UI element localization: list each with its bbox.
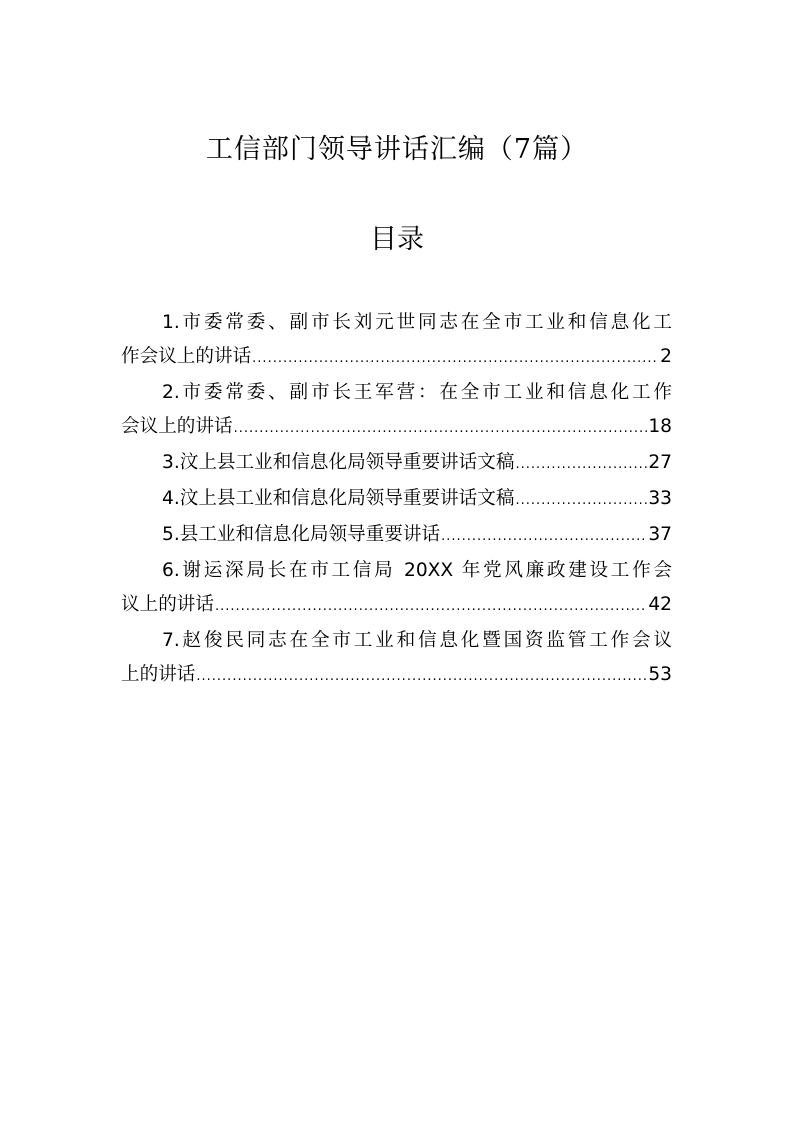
toc-entry-2[interactable] xyxy=(121,376,672,446)
toc-leader-dots xyxy=(215,590,647,624)
toc-entry-title-line: 1.市委常委、副市长刘元世同志在全市工业和信息化工 xyxy=(162,312,672,333)
toc-entry-7[interactable] xyxy=(121,624,672,694)
toc-entry-last-line xyxy=(121,518,672,554)
toc-entry-1[interactable] xyxy=(121,306,672,376)
toc-page-number: 27 xyxy=(648,452,672,473)
toc-entry-title: 3.汶上县工业和信息化局领导重要讲话文稿 xyxy=(162,452,515,473)
toc-entry-last-line xyxy=(121,658,672,694)
toc-entry-title: 4.汶上县工业和信息化局领导重要讲话文稿 xyxy=(162,488,515,509)
toc-entry-title-end: 会议上的讲话 xyxy=(121,416,233,437)
toc-leader-dots xyxy=(252,342,659,376)
toc-entry-title-line: 6.谢运深局长在市工信局 20XX 年党风廉政建设工作会 xyxy=(162,560,672,581)
toc-entry-title-end: 作会议上的讲话 xyxy=(121,346,252,367)
toc-page-number: 53 xyxy=(648,664,672,685)
toc-entry-title-end: 议上的讲话 xyxy=(121,594,214,615)
toc-entry-last-line xyxy=(121,482,672,518)
toc-page-number: 37 xyxy=(648,524,672,545)
toc-leader-dots xyxy=(234,412,648,446)
toc-entry-title: 5.县工业和信息化局领导重要讲话 xyxy=(162,524,441,545)
table-of-contents xyxy=(121,306,672,694)
toc-entry-title-line: 2.市委常委、副市长王军营：在全市工业和信息化工作 xyxy=(162,382,672,403)
toc-leader-dots xyxy=(441,520,647,554)
toc-entry-3[interactable] xyxy=(121,446,672,482)
document-title: 工信部门领导讲话汇编（7篇） xyxy=(205,134,589,165)
toc-page-number: 33 xyxy=(648,488,672,509)
toc-leader-dots xyxy=(196,660,647,694)
toc-entry-4[interactable] xyxy=(121,482,672,518)
toc-entry-last-line xyxy=(121,446,672,482)
toc-entry-6[interactable] xyxy=(121,554,672,624)
toc-entry-last-line xyxy=(121,340,672,376)
toc-entry-5[interactable] xyxy=(121,518,672,554)
toc-page-number: 2 xyxy=(660,346,672,367)
toc-heading: 目录 xyxy=(370,224,424,255)
toc-leader-dots xyxy=(515,448,647,482)
toc-entry-title-line: 7.赵俊民同志在全市工业和信息化暨国资监管工作会议 xyxy=(162,630,672,651)
toc-page-number: 18 xyxy=(648,416,672,437)
toc-page-number: 42 xyxy=(648,594,672,615)
toc-entry-title-end: 上的讲话 xyxy=(121,664,196,685)
toc-leader-dots xyxy=(515,484,647,518)
toc-entry-last-line xyxy=(121,588,672,624)
toc-entry-last-line xyxy=(121,410,672,446)
